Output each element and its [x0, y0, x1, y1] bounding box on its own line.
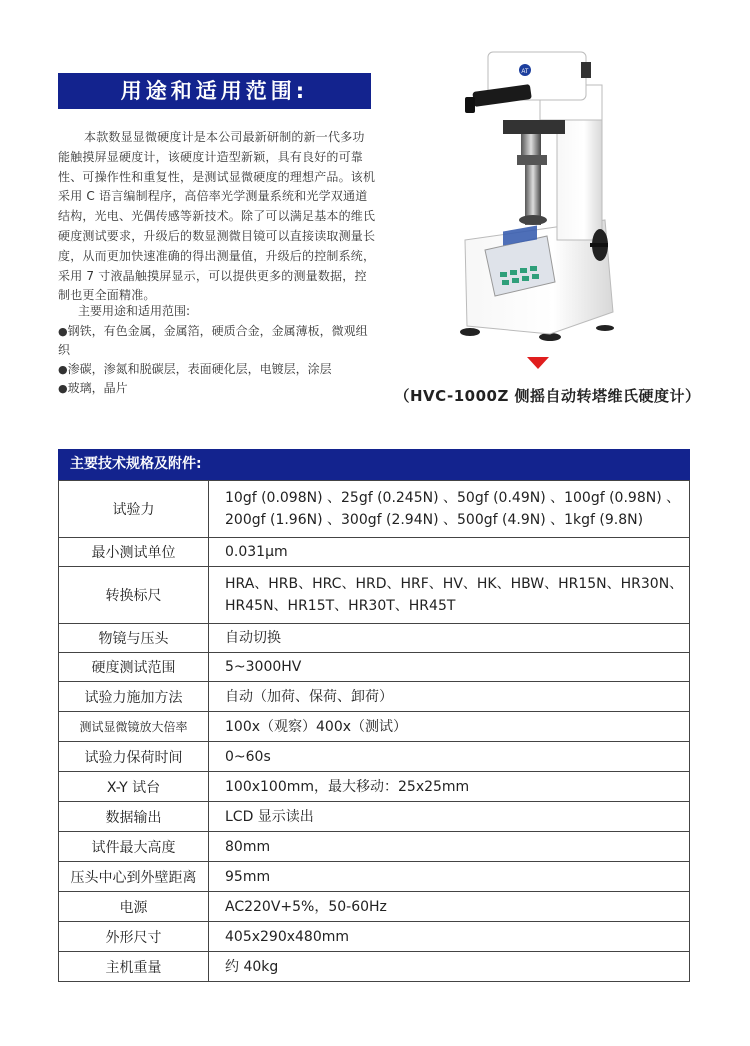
spec-value: 0.031μm	[209, 538, 690, 567]
uses-item	[58, 322, 376, 360]
spec-value: 自动切换	[209, 624, 690, 653]
spec-value: 100x100mm，最大移动：25x25mm	[209, 772, 690, 802]
uses-item	[58, 360, 376, 379]
intro-paragraph: 本款数显显微硬度计是本公司最新研制的新一代多功能触摸屏显硬度计，该硬度计造型新颖，具有良好的可靠性、可操作性和重复性，是测试显微硬度的理想产品。该机采用 C 语言编制程序，高倍率光学测量系统和光学双通道结构，光电、光偶传感等新技术。除了可以满足基本的维氏硬度测试要求，升级后的数显测微目镜可以直接读取测量长度，从而更加快速准确的得出测量值，升级后的控制系统，采用 7 寸液晶触摸屏显示，可以提供更多的测量数据，控制也更全面精准。	[58, 130, 376, 303]
spec-table	[58, 480, 690, 982]
spec-key: 试件最大高度	[59, 832, 209, 862]
spec-key: 主机重量	[59, 952, 209, 982]
spec-value: 0~60s	[209, 742, 690, 772]
product-caption: （HVC-1000Z 侧摇自动转塔维氏硬度计）	[394, 387, 701, 405]
table-row	[59, 624, 690, 653]
section-title-banner: 用途和适用范围:	[58, 73, 371, 109]
spec-key: 硬度测试范围	[59, 653, 209, 682]
table-row	[59, 538, 690, 567]
bullet-icon: ●	[58, 382, 68, 395]
bullet-icon: ●	[58, 325, 68, 338]
spec-table-header: 主要技术规格及附件:	[58, 449, 690, 480]
spec-value: 10gf (0.098N) 、25gf (0.245N) 、50gf (0.49N) 、100gf (0.98N) 、200gf (1.96N) 、300gf (2.94N) 、500gf (4.9N) 、1kgf (9.8N)	[209, 481, 690, 538]
spec-value: 约 40kg	[209, 952, 690, 982]
spec-value: 100x（观察）400x（测试）	[209, 712, 690, 742]
spec-key: 电源	[59, 892, 209, 922]
spec-key: 试验力保荷时间	[59, 742, 209, 772]
logo-text: AT	[521, 69, 529, 75]
bullet-icon: ●	[58, 363, 68, 376]
spec-value: HRA、HRB、HRC、HRD、HRF、HV、HK、HBW、HR15N、HR30N、HR45N、HR15T、HR30T、HR45T	[209, 567, 690, 624]
table-row	[59, 712, 690, 742]
uses-heading: 主要用途和适用范围:	[78, 304, 191, 318]
spec-value: LCD 显示读出	[209, 802, 690, 832]
spec-value: 自动（加荷、保荷、卸荷）	[209, 682, 690, 712]
table-row	[59, 742, 690, 772]
spec-key: 试验力施加方法	[59, 682, 209, 712]
table-row	[59, 772, 690, 802]
spec-value: 405x290x480mm	[209, 922, 690, 952]
table-row	[59, 862, 690, 892]
uses-item	[58, 379, 376, 398]
table-row	[59, 653, 690, 682]
table-row	[59, 892, 690, 922]
pointer-arrow-icon	[527, 357, 549, 369]
uses-item-text: 渗碳，渗氮和脱碳层，表面硬化层，电镀层，涂层	[67, 362, 332, 376]
spec-value: 80mm	[209, 832, 690, 862]
table-row	[59, 682, 690, 712]
table-row	[59, 802, 690, 832]
hardness-tester-image	[455, 50, 625, 350]
table-row	[59, 952, 690, 982]
spec-key: 物镜与压头	[59, 624, 209, 653]
spec-key: 数据输出	[59, 802, 209, 832]
spec-value: AC220V+5%，50-60Hz	[209, 892, 690, 922]
spec-value: 5~3000HV	[209, 653, 690, 682]
spec-key: X-Y 试台	[59, 772, 209, 802]
spec-key: 转换标尺	[59, 567, 209, 624]
spec-key: 测试显微镜放大倍率	[59, 712, 209, 742]
table-row	[59, 567, 690, 624]
table-row	[59, 481, 690, 538]
uses-list	[58, 322, 376, 398]
uses-item-text: 钢铁，有色金属，金属箔，硬质合金，金属薄板，微观组织	[58, 324, 368, 357]
uses-item-text: 玻璃，晶片	[67, 381, 128, 395]
table-row	[59, 922, 690, 952]
spec-key: 试验力	[59, 481, 209, 538]
table-row	[59, 832, 690, 862]
spec-key: 压头中心到外壁距离	[59, 862, 209, 892]
spec-key: 外形尺寸	[59, 922, 209, 952]
spec-value: 95mm	[209, 862, 690, 892]
spec-key: 最小测试单位	[59, 538, 209, 567]
